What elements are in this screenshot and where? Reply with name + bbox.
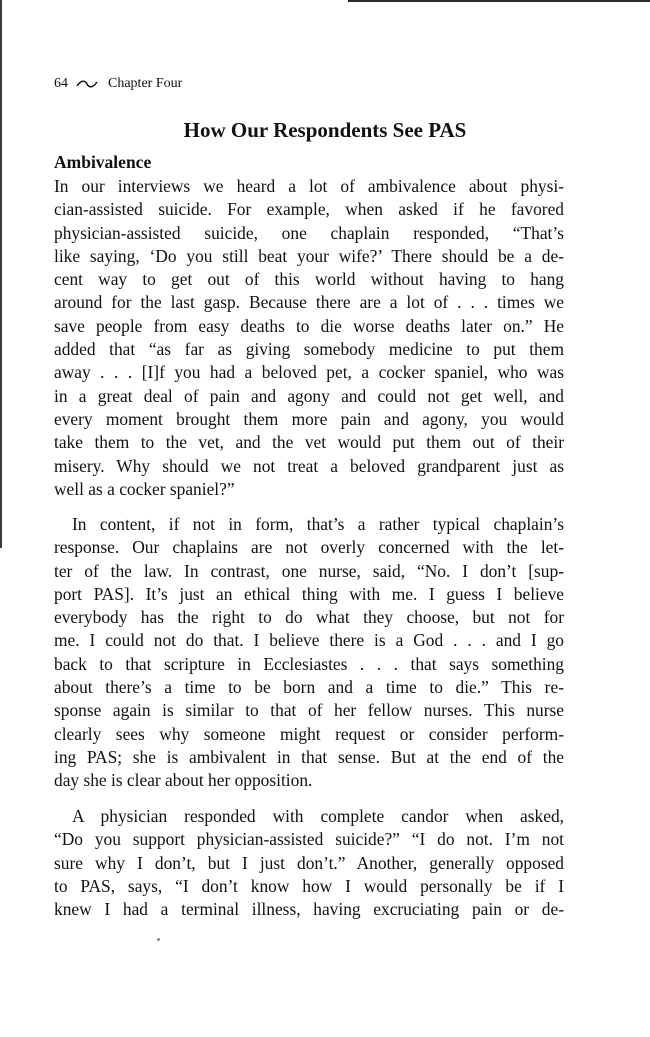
paragraph-2 (54, 513, 564, 793)
tilde-swash-icon (76, 79, 98, 89)
text-line: away . . . [I]f you had a beloved pet, a cocker spaniel, who was (54, 362, 564, 383)
text-line: like saying, ‘Do you still beat your wife?’ There should be a de- (54, 245, 564, 266)
paragraph-3 (54, 805, 564, 921)
running-head (54, 75, 182, 93)
text-line: clearly sees why someone might request or consider perform- (54, 723, 564, 744)
text-line: In our interviews we heard a lot of ambivalence about physi- (54, 176, 564, 196)
text-line: in a great deal of pain and agony and could not get well, and (54, 385, 564, 406)
text-line: sponse again is similar to that of her fellow nurses. This nurse (54, 700, 564, 721)
text-line: cian-assisted suicide. For example, when asked if he favored (54, 199, 564, 220)
text-line: me. I could not do that. I believe there is a God . . . and I go (54, 630, 564, 651)
page-number: 64 (54, 76, 68, 91)
text-line: misery. Why should we not treat a beloved grandparent just as (54, 455, 564, 476)
text-line: day she is clear about her opposition. (54, 770, 313, 791)
text-line: every moment brought them more pain and agony, you would (54, 408, 564, 429)
text-line: everybody has the right to do what they choose, but not for (54, 607, 564, 628)
text-line: added that “as far as giving somebody medicine to put them (54, 339, 564, 360)
text-line: around for the last gasp. Because there are a lot of . . . times we (54, 292, 564, 313)
scan-edge-top (348, 0, 650, 2)
text-line: back to that scripture in Ecclesiastes . . . that says something (54, 653, 564, 674)
chapter-title: Chapter Four (108, 76, 183, 91)
text-line: knew I had a terminal illness, having excruciating pain or de- (54, 899, 564, 920)
text-line: ter of the law. In contrast, one nurse, said, “No. I don’t [sup- (54, 560, 564, 581)
paragraph-1 (54, 175, 564, 501)
text-line: “Do you support physician-assisted suicide?” “I do not. I’m not (54, 829, 564, 850)
text-line: well as a cocker spaniel?” (54, 478, 235, 499)
text-line: take them to the vet, and the vet would put them out of their (54, 432, 564, 453)
section-subheading: Ambivalence (54, 152, 152, 172)
text-line: port PAS]. It’s just an ethical thing with me. I guess I believe (54, 583, 564, 604)
text-line: save people from easy deaths to die worse deaths later on.” He (54, 315, 564, 336)
scan-speck (157, 938, 160, 941)
section-heading: How Our Respondents See PAS (183, 118, 467, 142)
scan-edge-left (0, 0, 2, 548)
text-line: to PAS, says, “I don’t know how I would personally be if I (54, 875, 564, 896)
text-line: about there’s a time to be born and a time to die.” This re- (54, 677, 564, 698)
text-line: sure why I don’t, but I just don’t.” Another, generally opposed (54, 852, 564, 873)
text-line: ing PAS; she is ambivalent in that sense. But at the end of the (54, 746, 564, 767)
text-line: physician-assisted suicide, one chaplain responded, “That’s (54, 222, 564, 243)
text-line: In content, if not in form, that’s a rather typical chaplain’s (72, 514, 564, 534)
text-line: A physician responded with complete candor when asked, (72, 806, 564, 826)
text-line: cent way to get out of this world without having to hang (54, 269, 564, 290)
text-line: response. Our chaplains are not overly concerned with the let- (54, 537, 564, 558)
